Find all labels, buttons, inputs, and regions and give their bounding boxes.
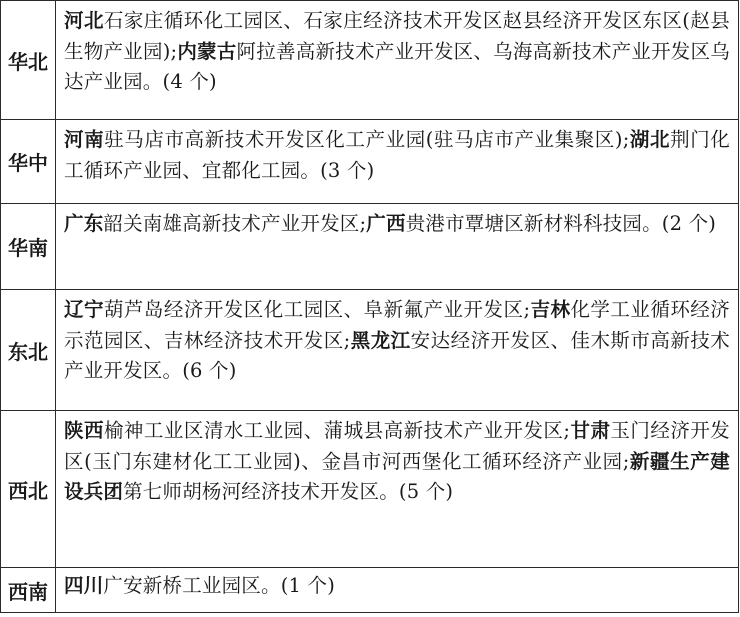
province-name: 新疆生产建设兵团 [64, 449, 730, 503]
park-list-huanan [56, 204, 739, 290]
province-name: 广西 [366, 212, 406, 235]
park-list-dongbei [56, 290, 739, 411]
table-row-xinan [1, 568, 739, 613]
region-label-xinan: 西南 [1, 568, 56, 613]
province-name: 广东 [64, 212, 104, 235]
park-names: 阿拉善高新技术产业开发区、乌海高新技术产业开发区乌达产业园。 [64, 39, 730, 93]
park-names: 第七师胡杨河经济技术开发区。 [123, 480, 399, 503]
region-label-huanan: 华南 [1, 204, 56, 290]
park-count: (2 个) [661, 212, 717, 235]
province-name: 甘肃 [570, 419, 611, 442]
park-count: (4 个) [162, 70, 217, 93]
region-label-huazhong: 华中 [1, 120, 56, 204]
region-label-huabei: 华北 [1, 1, 56, 120]
province-name: 河北 [64, 9, 104, 32]
park-count: (1 个) [280, 574, 336, 597]
park-list-huazhong [56, 120, 739, 204]
table-row-huabei [1, 1, 739, 120]
park-names: 安达经济开发区、佳木斯市高新技术产业开发区。 [64, 328, 730, 382]
park-count: (3 个) [320, 158, 375, 182]
park-names: 广安新桥工业园区。 [103, 574, 281, 597]
province-name: 辽宁 [64, 298, 104, 321]
park-list-xibei [56, 411, 739, 568]
park-count: (5 个) [398, 480, 454, 503]
park-names: 化学工业循环经济示范园区、吉林经济技术开发区; [64, 298, 730, 352]
park-names: 贵港市覃塘区新材料科技园。 [405, 212, 662, 235]
table-row-dongbei [1, 290, 739, 411]
park-names: 葫芦岛经济开发区化工园区、阜新氟产业开发区; [103, 298, 531, 321]
table-row-huanan [1, 204, 739, 290]
province-name: 河南 [64, 128, 105, 151]
park-names: 韶关南雄高新技术产业开发区; [103, 212, 367, 235]
park-list-huabei [56, 1, 739, 120]
park-names: 玉门经济开发区(玉门东建材化工工业园)、金昌市河西堡化工循环经济产业园; [64, 419, 731, 473]
region-label-xibei: 西北 [1, 411, 56, 568]
province-name: 陕西 [64, 419, 104, 442]
park-names: 荆门化工循环产业园、宜都化工园。 [64, 128, 730, 182]
park-names: 榆神工业区清水工业园、蒲城县高新技术产业开发区; [103, 419, 571, 442]
province-name: 吉林 [530, 298, 571, 321]
province-name: 湖北 [629, 128, 671, 151]
province-name: 四川 [64, 574, 104, 597]
park-count: (6 个) [182, 359, 237, 382]
region-label-dongbei: 东北 [1, 290, 56, 411]
park-names: 石家庄循环化工园区、石家庄经济技术开发区赵县经济开发区东区(赵县生物产业园); [64, 9, 730, 63]
province-name: 黑龙江 [350, 328, 411, 352]
park-names: 驻马店市高新技术开发区化工产业园(驻马店市产业集聚区); [104, 128, 630, 151]
province-name: 内蒙古 [177, 39, 237, 63]
table-row-xibei [1, 411, 739, 568]
park-list-xinan [56, 568, 739, 613]
table-row-huazhong [1, 120, 739, 204]
